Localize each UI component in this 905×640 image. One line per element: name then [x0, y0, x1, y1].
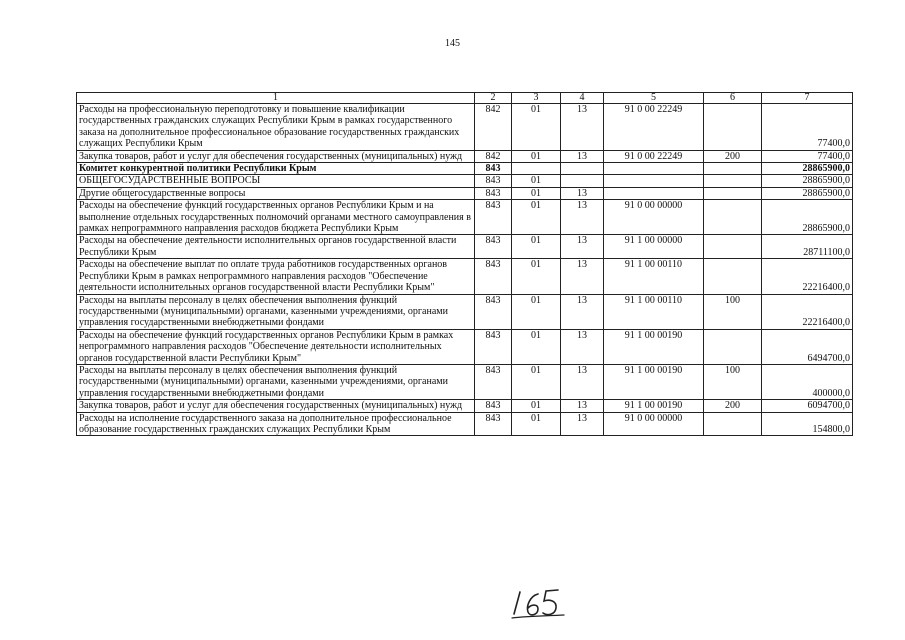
cell-section: 01: [512, 175, 561, 187]
cell-target: 91 1 00 00110: [604, 294, 704, 329]
cell-section: 01: [512, 104, 561, 151]
cell-amount: 22216400,0: [762, 259, 853, 294]
table-row: [77, 150, 853, 162]
cell-ministry: 843: [475, 400, 512, 412]
cell-section: 01: [512, 329, 561, 364]
cell-subsection: 13: [561, 104, 604, 151]
cell-target: 91 0 00 22249: [604, 150, 704, 162]
cell-subsection: 13: [561, 329, 604, 364]
cell-ministry: 843: [475, 364, 512, 399]
cell-name: Закупка товаров, работ и услуг для обеспечения государственных (муниципальных) нужд: [77, 400, 475, 412]
cell-expense-type: 200: [704, 400, 762, 412]
cell-target: [604, 187, 704, 199]
cell-subsection: [561, 175, 604, 187]
cell-target: 91 1 00 00190: [604, 364, 704, 399]
cell-name: Комитет конкурентной политики Республики Крым: [77, 163, 475, 175]
handwritten-page-mark: [508, 586, 568, 620]
col-header-ministry: 2: [475, 93, 512, 104]
cell-target: 91 0 00 00000: [604, 200, 704, 235]
cell-section: 01: [512, 294, 561, 329]
cell-expense-type: 100: [704, 364, 762, 399]
cell-subsection: 13: [561, 400, 604, 412]
table-row: [77, 294, 853, 329]
cell-ministry: 843: [475, 187, 512, 199]
cell-expense-type: [704, 200, 762, 235]
cell-expense-type: [704, 163, 762, 175]
table-row: [77, 104, 853, 151]
cell-name: Расходы на обеспечение функций государственных органов Республики Крым и на выполнение отдельных государственных полномочий органами местного самоуправления в рамках непрограммного направления расходов бюджета Республики Крым: [77, 200, 475, 235]
page-number: 145: [445, 38, 460, 49]
col-header-name: 1: [77, 93, 475, 104]
table-body: [77, 104, 853, 436]
table-row: [77, 364, 853, 399]
table-row: [77, 175, 853, 187]
cell-ministry: 843: [475, 200, 512, 235]
cell-section: 01: [512, 150, 561, 162]
table-row: [77, 412, 853, 436]
col-header-amount: 7: [762, 93, 853, 104]
cell-amount: 400000,0: [762, 364, 853, 399]
budget-table: [76, 92, 853, 436]
cell-subsection: 13: [561, 294, 604, 329]
cell-ministry: 843: [475, 163, 512, 175]
cell-name: Закупка товаров, работ и услуг для обеспечения государственных (муниципальных) нужд: [77, 150, 475, 162]
cell-expense-type: [704, 412, 762, 436]
cell-ministry: 842: [475, 104, 512, 151]
cell-amount: 6494700,0: [762, 329, 853, 364]
cell-subsection: 13: [561, 187, 604, 199]
cell-subsection: 13: [561, 412, 604, 436]
table-row: [77, 329, 853, 364]
table-row: [77, 200, 853, 235]
cell-subsection: 13: [561, 150, 604, 162]
table-row: [77, 259, 853, 294]
cell-name: Расходы на обеспечение выплат по оплате труда работников государственных органов Республики Крым в рамках непрограммного направления расходов "Обеспечение деятельности исполнительных органов государственной власти Республики Крым": [77, 259, 475, 294]
cell-amount: 28865900,0: [762, 163, 853, 175]
cell-expense-type: [704, 175, 762, 187]
cell-expense-type: 200: [704, 150, 762, 162]
cell-amount: 77400,0: [762, 150, 853, 162]
cell-expense-type: [704, 104, 762, 151]
cell-name: Расходы на обеспечение функций государственных органов Республики Крым в рамках непрограммного направления расходов "Обеспечение деятельности исполнительных органов государственной власти Республики Крым": [77, 329, 475, 364]
cell-subsection: [561, 163, 604, 175]
cell-amount: 22216400,0: [762, 294, 853, 329]
table-row: [77, 163, 853, 175]
cell-ministry: 843: [475, 175, 512, 187]
cell-target: [604, 175, 704, 187]
cell-subsection: 13: [561, 235, 604, 259]
cell-ministry: 843: [475, 259, 512, 294]
cell-ministry: 843: [475, 329, 512, 364]
cell-ministry: 843: [475, 412, 512, 436]
cell-ministry: 843: [475, 235, 512, 259]
cell-name: Расходы на выплаты персоналу в целях обеспечения выполнения функций государственными (муниципальными) органами, казенными учреждениями, органами управления государственными внебюджетными фондами: [77, 294, 475, 329]
cell-section: 01: [512, 235, 561, 259]
cell-amount: 6094700,0: [762, 400, 853, 412]
cell-section: 01: [512, 412, 561, 436]
cell-expense-type: [704, 235, 762, 259]
cell-subsection: 13: [561, 200, 604, 235]
cell-expense-type: [704, 259, 762, 294]
cell-amount: 28865900,0: [762, 200, 853, 235]
cell-target: 91 1 00 00190: [604, 329, 704, 364]
cell-target: 91 0 00 22249: [604, 104, 704, 151]
table-row: [77, 187, 853, 199]
cell-target: 91 1 00 00110: [604, 259, 704, 294]
cell-expense-type: [704, 329, 762, 364]
col-header-section: 3: [512, 93, 561, 104]
cell-target: 91 0 00 00000: [604, 412, 704, 436]
cell-section: [512, 163, 561, 175]
col-header-target: 5: [604, 93, 704, 104]
cell-ministry: 843: [475, 294, 512, 329]
cell-section: 01: [512, 259, 561, 294]
cell-section: 01: [512, 400, 561, 412]
cell-amount: 28865900,0: [762, 187, 853, 199]
cell-amount: 28865900,0: [762, 175, 853, 187]
col-header-expense-type: 6: [704, 93, 762, 104]
cell-subsection: 13: [561, 259, 604, 294]
cell-subsection: 13: [561, 364, 604, 399]
cell-name: Расходы на исполнение государственного заказа на дополнительное профессиональное образование государственных гражданских служащих Республики Крым: [77, 412, 475, 436]
table-row: [77, 235, 853, 259]
cell-amount: 154800,0: [762, 412, 853, 436]
cell-section: 01: [512, 200, 561, 235]
cell-section: 01: [512, 187, 561, 199]
table-header-row: [77, 93, 853, 104]
cell-amount: 28711100,0: [762, 235, 853, 259]
cell-section: 01: [512, 364, 561, 399]
cell-name: Расходы на профессиональную переподготовку и повышение квалификации государственных гражданских служащих Республики Крым в рамках государственного заказа на дополнительное профессиональное образование государственных гражданских служащих Республики Крым: [77, 104, 475, 151]
cell-expense-type: 100: [704, 294, 762, 329]
cell-ministry: 842: [475, 150, 512, 162]
cell-amount: 77400,0: [762, 104, 853, 151]
cell-name: Расходы на обеспечение деятельности исполнительных органов государственной власти Республики Крым: [77, 235, 475, 259]
col-header-subsection: 4: [561, 93, 604, 104]
cell-expense-type: [704, 187, 762, 199]
cell-target: 91 1 00 00000: [604, 235, 704, 259]
table-row: [77, 400, 853, 412]
cell-name: ОБЩЕГОСУДАРСТВЕННЫЕ ВОПРОСЫ: [77, 175, 475, 187]
cell-target: [604, 163, 704, 175]
cell-target: 91 1 00 00190: [604, 400, 704, 412]
cell-name: Расходы на выплаты персоналу в целях обеспечения выполнения функций государственными (муниципальными) органами, казенными учреждениями, органами управления государственными внебюджетными фондами: [77, 364, 475, 399]
cell-name: Другие общегосударственные вопросы: [77, 187, 475, 199]
